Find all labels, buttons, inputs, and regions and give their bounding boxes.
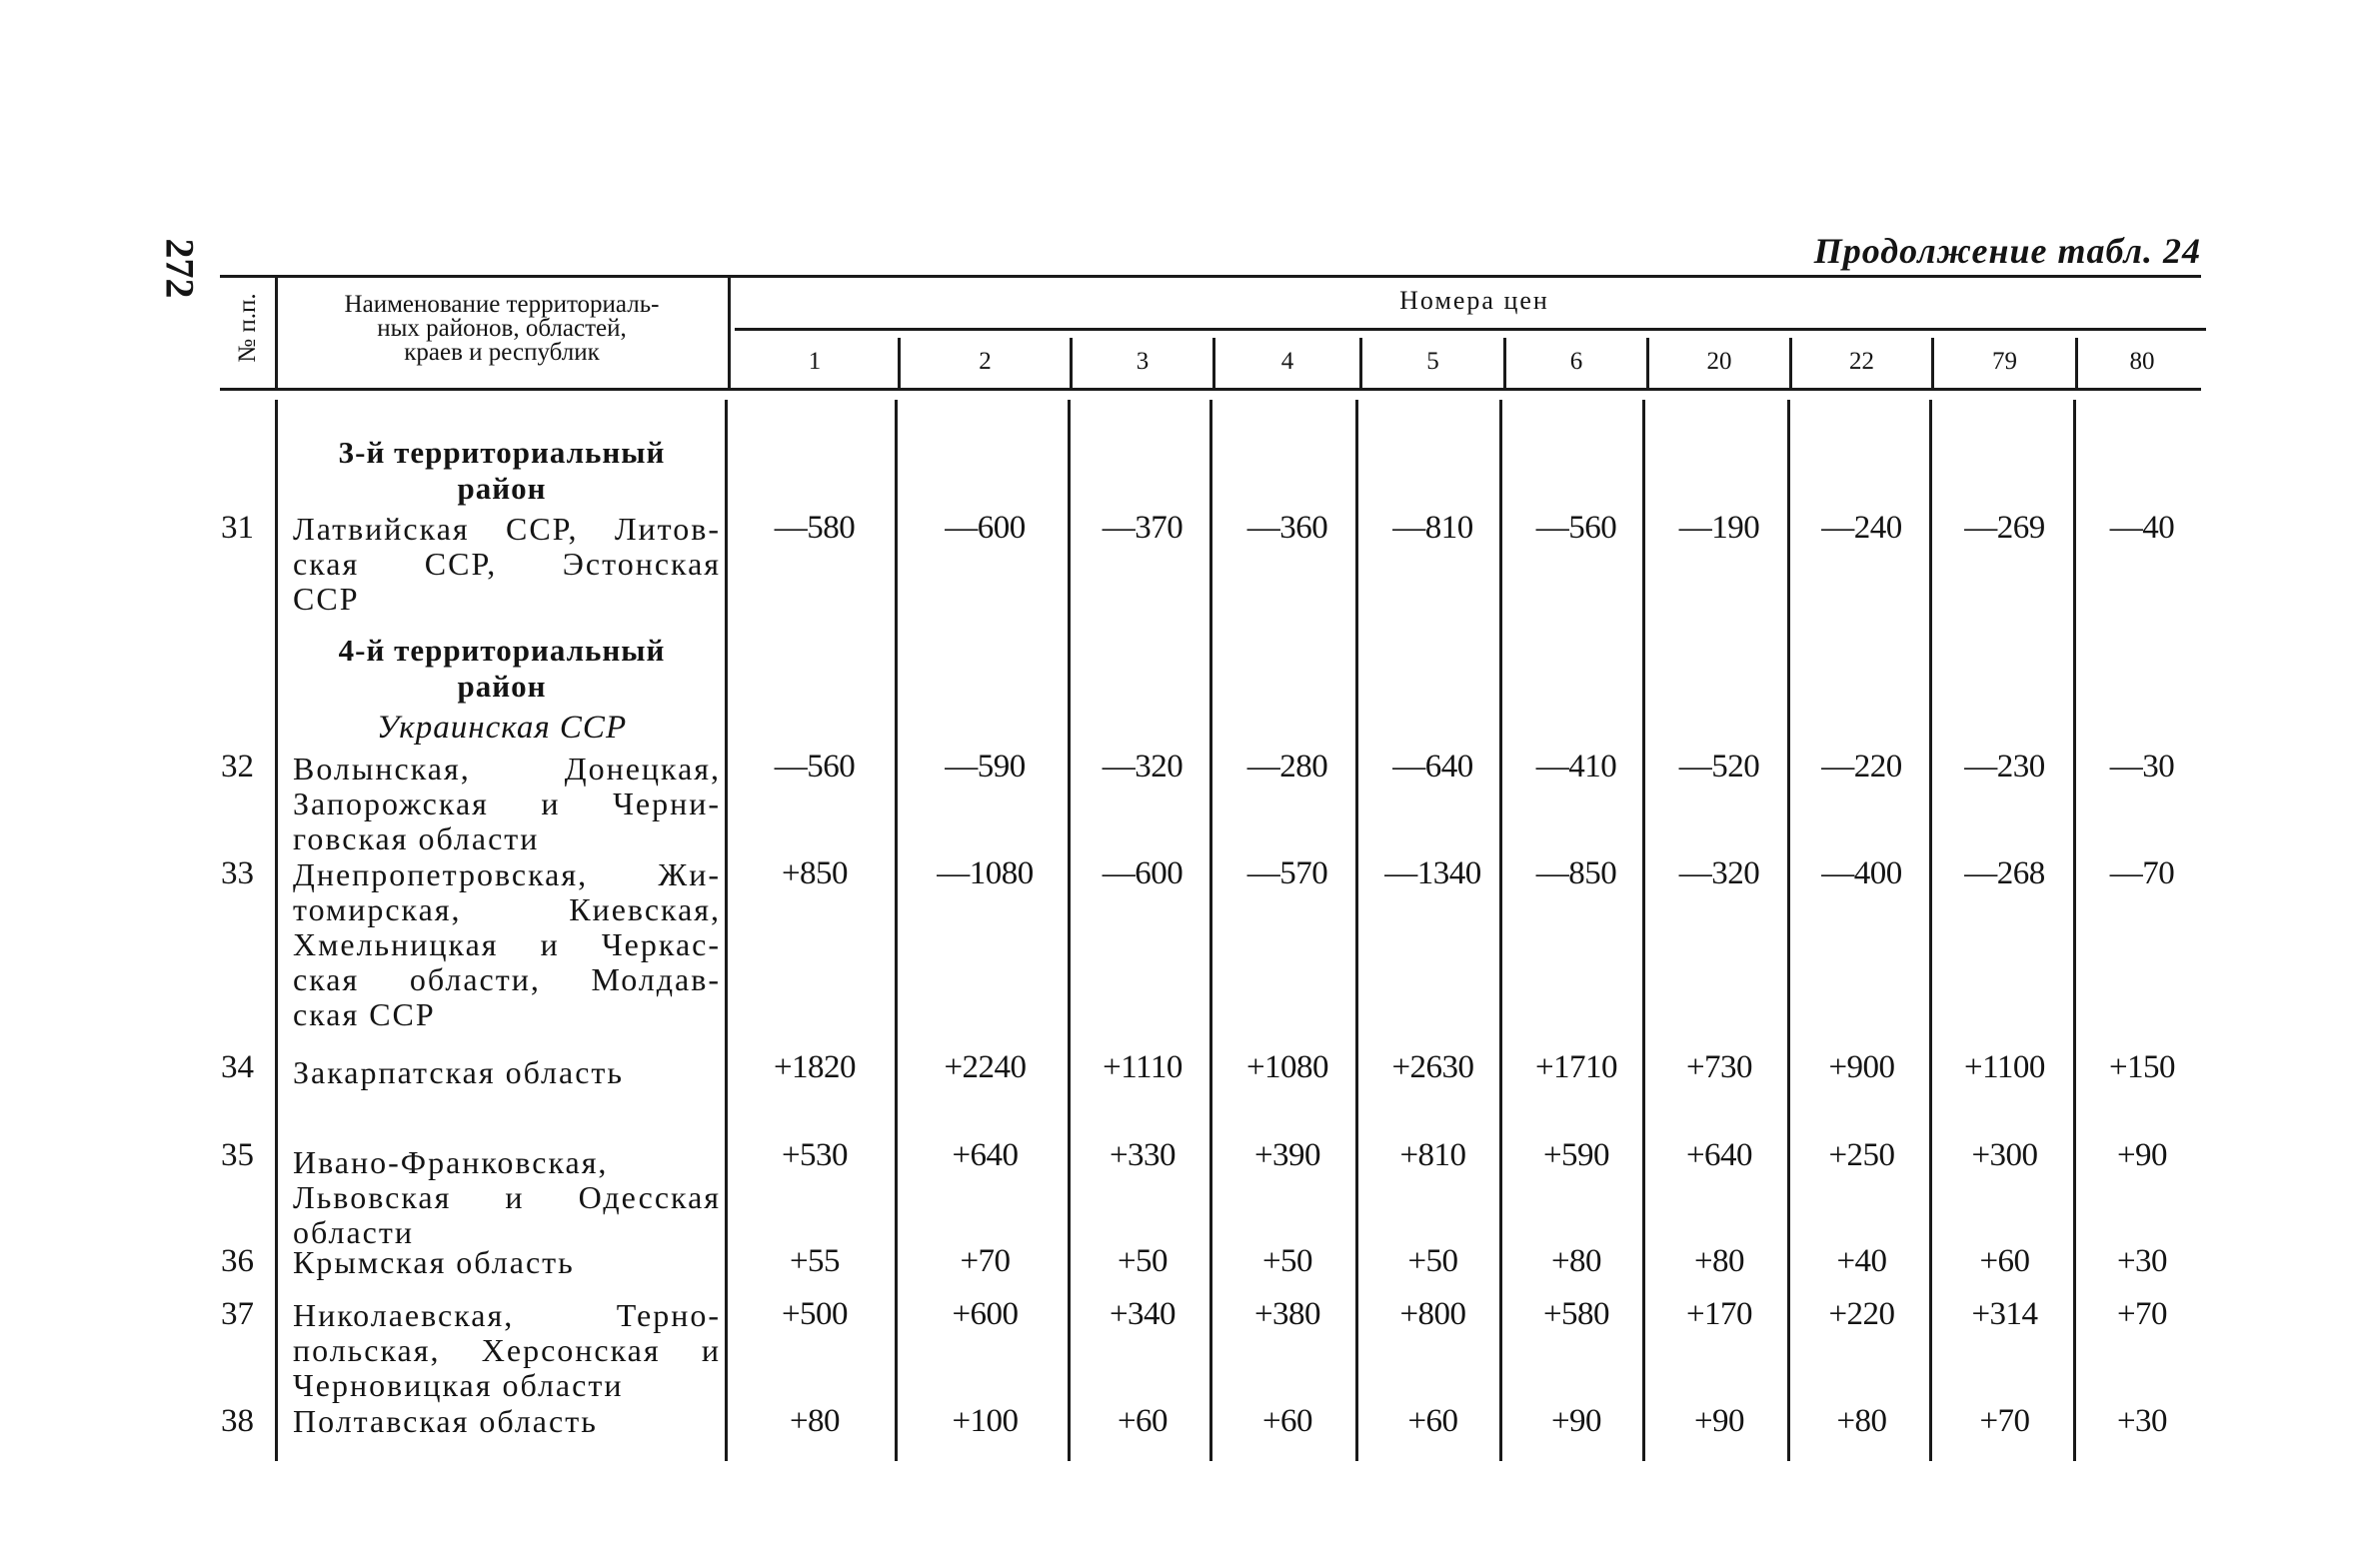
region-name: Николаевская, Терно- польская, Херсонская и Черновицкая области (293, 1297, 721, 1403)
table-caption: Продолжение табл. 24 (1813, 231, 2201, 271)
price-cell: +1820 (773, 1049, 857, 1085)
section-4th-territorial-region: 4-й территориальный район (338, 633, 666, 704)
price-cell: +60 (1261, 1403, 1313, 1439)
price-cell: +810 (1399, 1137, 1466, 1173)
price-cell: —370 (1102, 510, 1183, 546)
header-col-79: 79 (1992, 348, 2017, 375)
price-cell: +1110 (1103, 1049, 1182, 1085)
price-cell: +2240 (944, 1049, 1027, 1085)
price-cell: —410 (1535, 749, 1617, 784)
region-name: Волынская, Донецкая, Запорожская и Черни- говская области (293, 751, 721, 856)
price-cell: +60 (1407, 1403, 1458, 1439)
row-number: 38 (221, 1403, 254, 1439)
section-3rd-territorial-region: 3-й территориальный район (338, 435, 666, 506)
price-cell: —850 (1535, 855, 1617, 891)
row-number: 33 (221, 855, 254, 891)
price-cell: —560 (1535, 510, 1617, 546)
price-cell: —190 (1678, 510, 1760, 546)
header-col-20: 20 (1706, 348, 1732, 375)
price-cell: +90 (2116, 1137, 2168, 1173)
price-cell: +1710 (1534, 1049, 1618, 1085)
header-col-5: 5 (1426, 348, 1439, 375)
price-cell: —1340 (1384, 855, 1481, 891)
price-cell: +70 (1979, 1403, 2030, 1439)
price-cell: +50 (1407, 1243, 1458, 1279)
region-name: Закарпатская область (293, 1054, 624, 1090)
price-cell: +30 (2116, 1243, 2168, 1279)
price-cell: +340 (1109, 1296, 1177, 1332)
header-col-1: 1 (808, 348, 822, 375)
price-cell: —570 (1246, 855, 1328, 891)
price-cell: +150 (2108, 1049, 2176, 1085)
header-col-2: 2 (979, 348, 992, 375)
price-cell: +850 (781, 855, 849, 891)
price-cell: +640 (1685, 1137, 1753, 1173)
row-number: 31 (221, 510, 254, 546)
price-cell: —220 (1821, 749, 1902, 784)
price-cell: +1100 (1964, 1049, 2045, 1085)
price-cell: —320 (1102, 749, 1183, 784)
price-cell: +30 (2116, 1403, 2168, 1439)
price-cell: +580 (1542, 1296, 1610, 1332)
region-name: Ивано-Франковская, Львовская и Одесская области (293, 1144, 721, 1250)
price-cell: +80 (1693, 1243, 1745, 1279)
price-cell: —810 (1392, 510, 1473, 546)
price-cell: +640 (952, 1137, 1019, 1173)
header-col-80: 80 (2129, 348, 2155, 375)
price-cell: +80 (1836, 1403, 1887, 1439)
price-cell: +300 (1971, 1137, 2038, 1173)
price-cell: +55 (789, 1243, 841, 1279)
row-number: 32 (221, 749, 254, 784)
price-cell: —520 (1678, 749, 1760, 784)
row-number: 37 (221, 1296, 254, 1332)
price-cell: +70 (960, 1243, 1011, 1279)
price-cell: +800 (1399, 1296, 1466, 1332)
price-cell: +80 (789, 1403, 841, 1439)
price-cell: +530 (781, 1137, 849, 1173)
price-cell: +50 (1117, 1243, 1169, 1279)
price-cell: +600 (952, 1296, 1019, 1332)
price-cell: +380 (1253, 1296, 1321, 1332)
price-cell: —230 (1964, 749, 2045, 784)
price-cell: —360 (1246, 510, 1328, 546)
price-cell: —600 (1102, 855, 1183, 891)
price-cell: —280 (1246, 749, 1328, 784)
price-cell: —580 (774, 510, 856, 546)
header-col-4: 4 (1280, 348, 1294, 375)
header-row-number: № п.п. (234, 293, 261, 363)
region-name: Днепропетровская, Жи- томирская, Киевская, Хмельницкая и Черкас- ская области, Молдав- ская ССР (293, 856, 721, 1032)
header-col-22: 22 (1849, 348, 1874, 375)
price-cell: —320 (1678, 855, 1760, 891)
price-cell: +100 (952, 1403, 1019, 1439)
price-cell: +314 (1971, 1296, 2038, 1332)
region-name: Полтавская область (293, 1403, 598, 1439)
price-cell: +250 (1828, 1137, 1895, 1173)
region-name: Крымская область (293, 1244, 575, 1280)
price-cell: —240 (1821, 510, 1902, 546)
header-col-3: 3 (1136, 348, 1150, 375)
header-region-name: Наименование территориаль- ных районов, областей, краев и республик (344, 291, 660, 366)
price-cell: —30 (2109, 749, 2175, 784)
header-price-numbers: Номера цен (1399, 286, 1549, 315)
price-cell: +1080 (1245, 1049, 1329, 1085)
price-cell: +500 (781, 1296, 849, 1332)
price-cell: —400 (1821, 855, 1902, 891)
price-cell: +60 (1979, 1243, 2030, 1279)
row-number: 35 (221, 1137, 254, 1173)
price-cell: +170 (1685, 1296, 1753, 1332)
price-cell: —640 (1392, 749, 1473, 784)
price-cell: +590 (1542, 1137, 1610, 1173)
price-cell: +390 (1253, 1137, 1321, 1173)
price-cell: +60 (1117, 1403, 1169, 1439)
header-col-6: 6 (1569, 348, 1583, 375)
page-number: 272 (157, 238, 203, 299)
price-cell: +730 (1685, 1049, 1753, 1085)
row-number: 36 (221, 1243, 254, 1279)
price-cell: +70 (2116, 1296, 2168, 1332)
price-cell: —269 (1964, 510, 2045, 546)
price-cell: —70 (2109, 855, 2175, 891)
price-cell: +90 (1693, 1403, 1745, 1439)
row-number: 34 (221, 1049, 254, 1085)
price-cell: +2630 (1391, 1049, 1474, 1085)
subsection-ukrainian-ssr: Украинская ССР (376, 710, 628, 746)
price-cell: +80 (1550, 1243, 1602, 1279)
price-cell: —40 (2109, 510, 2175, 546)
price-cell: +90 (1550, 1403, 1602, 1439)
price-cell: +900 (1828, 1049, 1895, 1085)
price-cell: —560 (774, 749, 856, 784)
price-cell: —590 (945, 749, 1026, 784)
price-cell: —1080 (937, 855, 1034, 891)
price-cell: +50 (1261, 1243, 1313, 1279)
price-cell: +40 (1836, 1243, 1887, 1279)
price-cell: +330 (1109, 1137, 1177, 1173)
price-cell: +220 (1828, 1296, 1895, 1332)
price-cell: —600 (945, 510, 1026, 546)
region-name: Латвийская ССР, Литов- ская ССР, Эстонская ССР (293, 511, 721, 617)
price-cell: —268 (1964, 855, 2045, 891)
